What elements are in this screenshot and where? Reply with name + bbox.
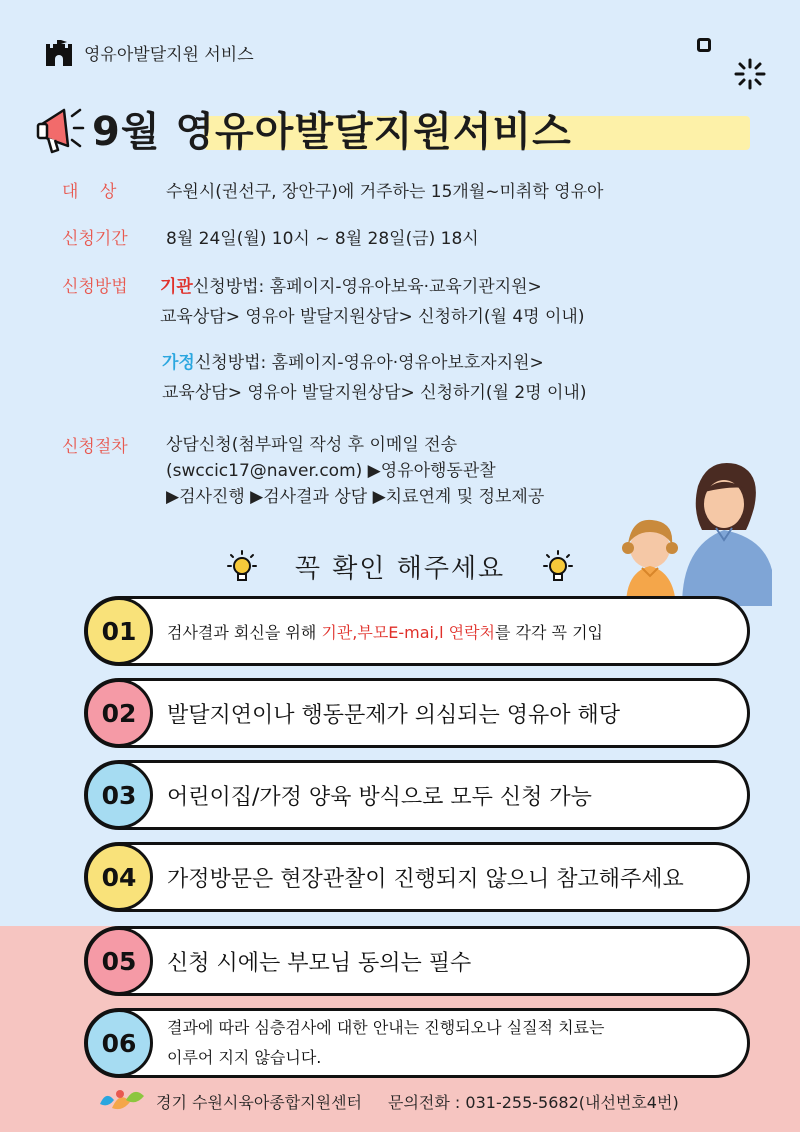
method-label: 신청방법: [62, 277, 128, 297]
period-value: 8월 24일(월) 10시 ~ 8월 28일(금) 18시: [166, 229, 479, 249]
notice-item-04: [84, 842, 750, 912]
center-logo-icon: [96, 1086, 148, 1116]
institution-tag: 기관: [160, 277, 193, 297]
service-label: 영유아발달지원 서비스: [84, 44, 254, 65]
notice-item-05: [84, 926, 750, 996]
procedure-line3: ▶검사진행 ▶검사결과 상담 ▶치료연계 및 정보제공: [166, 487, 545, 507]
page-title: 9월 영유아발달지원서비스: [92, 109, 572, 155]
footer: [96, 1086, 756, 1116]
item-text: 가정방문은 현장관찰이 진행되지 않으니 참고해주세요: [167, 866, 684, 892]
item-number: 04: [85, 843, 153, 911]
item-text-pre: 검사결과 회신을 위해: [167, 622, 322, 642]
square-decoration: [697, 38, 711, 52]
lightbulb-icon: [540, 550, 576, 586]
item-text: 신청 시에는 부모님 동의는 필수: [167, 950, 472, 976]
procedure-line1: 상담신청(첨부파일 작성 후 이메일 전송: [166, 435, 457, 455]
item-number: 05: [85, 927, 153, 995]
notice-item-01: [84, 596, 750, 666]
footer-contact: 문의전화 : 031-255-5682(내선번호4번): [388, 1092, 679, 1112]
institution-line2: 교육상담> 영유아 발달지원상담> 신청하기(월 4명 이내): [160, 307, 585, 327]
parent-child-illustration: [612, 456, 772, 606]
institution-line1: 신청방법: 홈페이지-영유아보육·교육기관지원>: [192, 277, 542, 297]
home-line1: 신청방법: 홈페이지-영유아·영유아보호자지원>: [194, 353, 544, 373]
check-title: 꼭 확인 해주세요: [294, 554, 506, 584]
target-value: 수원시(권선구, 장안구)에 거주하는 15개월~미취학 영유아: [166, 182, 604, 202]
item-number: 03: [85, 761, 153, 829]
title-area: [36, 96, 736, 166]
target-label: 대 상: [62, 182, 117, 202]
item-number: 02: [85, 679, 153, 747]
notice-item-03: [84, 760, 750, 830]
megaphone-icon: [36, 102, 86, 156]
castle-icon: [44, 38, 74, 66]
procedure-label: 신청절차: [62, 437, 128, 457]
item-text: [167, 1013, 727, 1073]
notice-item-02: [84, 678, 750, 748]
item-text-line2: 이루어 지지 않습니다.: [167, 1048, 322, 1067]
item-number: 01: [85, 597, 153, 665]
method-home: [162, 348, 722, 408]
notice-item-06: [84, 1008, 750, 1078]
header: [44, 38, 254, 66]
item-text: 어린이집/가정 양육 방식으로 모두 신청 가능: [167, 784, 592, 810]
sparkle-icon: [734, 58, 766, 90]
item-text-highlight: 기관,부모E-mai,l 연락처: [321, 622, 495, 642]
item-text: 발달지연이나 행동문제가 의심되는 영유아 해당: [167, 702, 621, 728]
home-line2: 교육상담> 영유아 발달지원상담> 신청하기(월 2명 이내): [162, 383, 587, 403]
footer-org: 경기 수원시육아종합지원센터: [156, 1092, 363, 1112]
home-tag: 가정: [162, 353, 195, 373]
item-text: [167, 620, 727, 643]
period-label: 신청기간: [62, 229, 128, 249]
method-institution: [160, 272, 720, 332]
procedure-line2: (swccic17@naver.com) ▶영유아행동관찰: [166, 461, 496, 481]
item-text-post: 를 각각 꼭 기입: [495, 622, 603, 642]
item-number: 06: [85, 1009, 153, 1077]
item-text-line1: 결과에 따라 심층검사에 대한 안내는 진행되오나 실질적 치료는: [167, 1018, 605, 1037]
